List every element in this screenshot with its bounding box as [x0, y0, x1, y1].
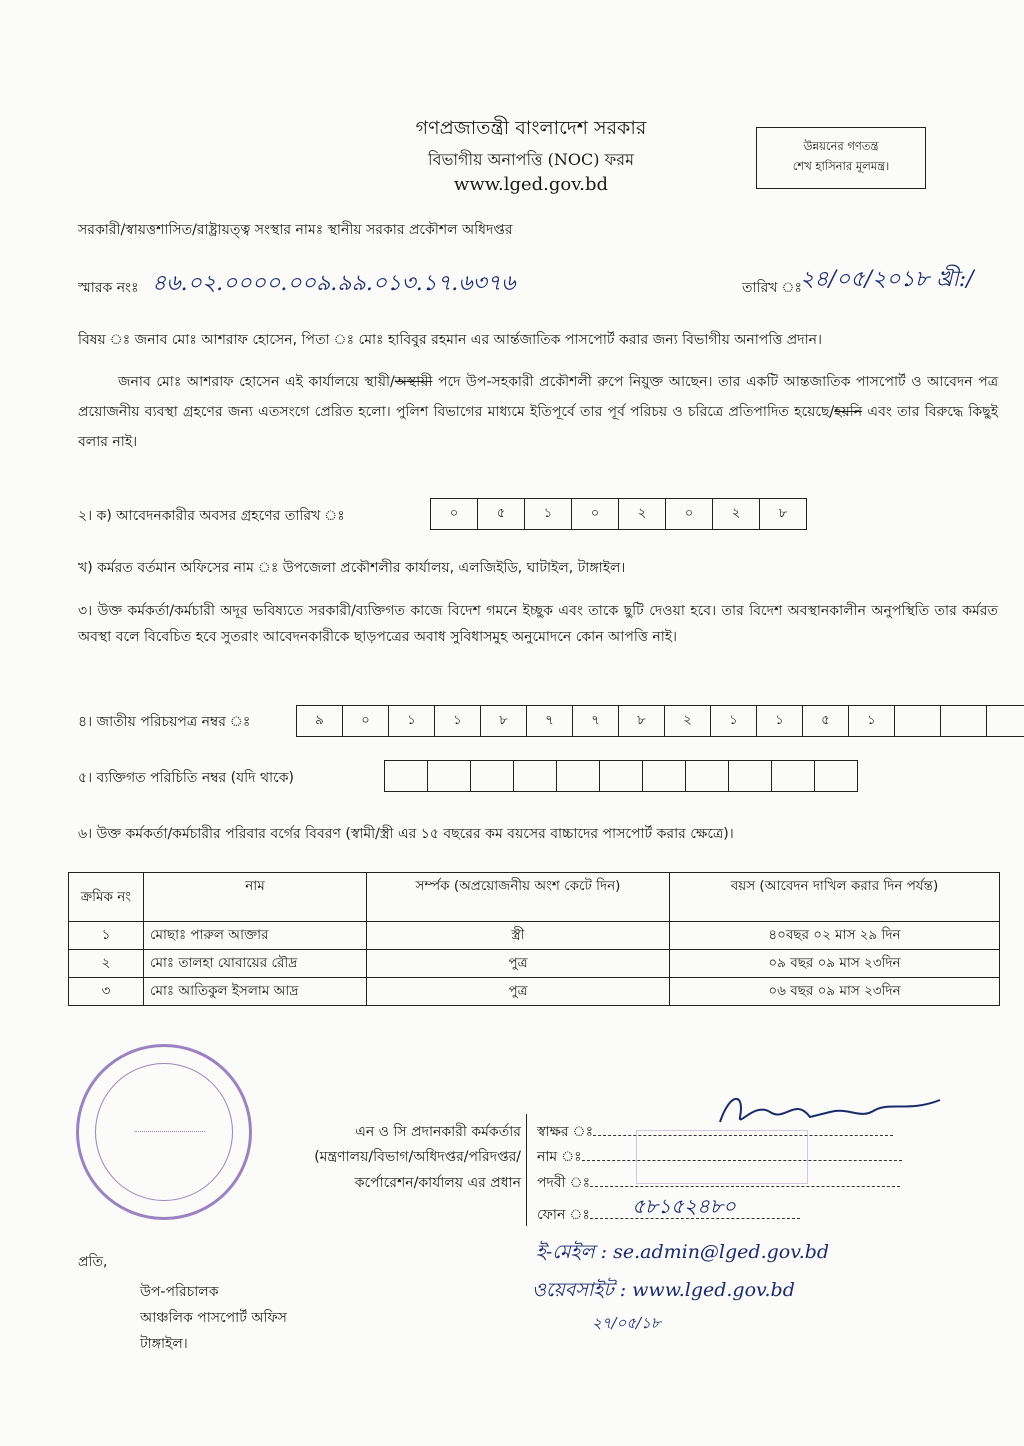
- family-table-header-row: [69, 873, 1000, 922]
- digit-box: ৮: [759, 498, 807, 530]
- age-cell: ০৯ বছর ০৯ মাস ২৩দিন: [670, 950, 1000, 978]
- digit-box: ২: [618, 498, 665, 530]
- nid-label: ৪। জাতীয় পরিচয়পত্র নম্বর ঃ: [78, 714, 251, 730]
- digit-box: ৫: [802, 705, 848, 737]
- family-table: [68, 872, 1000, 1006]
- col-relation: সর্ম্পক (অপ্রয়োজনীয় অংশ কেটে দিন): [367, 873, 670, 922]
- table-row: [69, 922, 1000, 950]
- government-title: গণপ্রজাতন্ত্রী বাংলাদেশ সরকার: [415, 117, 647, 139]
- digit-box: [599, 760, 642, 792]
- digit-box: [427, 760, 470, 792]
- body-text-2: পদে উপ-সহকারী প্রকৌশলী রুপে নিয়ুক্ত আছেন। তার একটি আন্তজাতিক পাসপোর্ট ও আবেদন পত্র প্রয়োজনীয় ব্যবস্থা গ্রহণের জন্য এতসংগে প্রেরিত হলো। পুলিশ বিভাগের মাধ্যমে ইতিপূর্বে তার পূর্ব পরিচয় ও চরিত্রে প্রতিপাদিত: [78, 374, 998, 420]
- relation-cell: পুত্র: [367, 950, 670, 978]
- slogan-line-1: উন্নয়নের গণতন্ত্র: [803, 139, 879, 153]
- website-header: www.lged.gov.bd: [453, 174, 609, 195]
- verified-option: হয়েছে: [794, 404, 830, 420]
- memo-label: স্মারক নংঃ: [78, 280, 139, 296]
- temporary-option-struck: অস্থায়ী: [394, 374, 433, 390]
- form-title: বিভাগীয় অনাপত্তি (NOC) ফরম: [428, 150, 634, 169]
- officer-name-stamp: [636, 1130, 808, 1184]
- digit-box: ০: [571, 498, 618, 530]
- digit-box: ৯: [296, 705, 342, 737]
- col-age: বয়স (আবেদন দাখিল করার দিন পর্যন্ত): [670, 873, 1000, 922]
- digit-box: [470, 760, 513, 792]
- permanent-option: স্থায়ী: [364, 374, 390, 390]
- digit-box: [384, 760, 427, 792]
- body-text-1: জনাব মোঃ আশরাফ হোসেন এই কার্যালয়ে: [118, 374, 365, 390]
- digit-box: ৮: [618, 705, 664, 737]
- recipient-line-3: টাঙ্গাইল।: [140, 1336, 188, 1352]
- body-paragraph: [78, 367, 998, 457]
- personal-id-boxes: [384, 760, 858, 792]
- digit-box: ৮: [480, 705, 526, 737]
- digit-box: [940, 705, 986, 737]
- designation-label: পদবী ঃ: [537, 1175, 591, 1191]
- digit-box: [685, 760, 728, 792]
- digit-box: ১: [710, 705, 756, 737]
- age-cell: ০৬ বছর ০৯ মাস ২৩দিন: [670, 978, 1000, 1006]
- serial-cell: ৩: [69, 978, 144, 1006]
- digit-box: ১: [524, 498, 571, 530]
- serial-cell: ১: [69, 922, 144, 950]
- office-seal-stamp: [76, 1044, 252, 1220]
- date-value: ২৪/০৫/২০১৮ খ্রী:/: [800, 267, 974, 292]
- col-name: নাম: [144, 873, 367, 922]
- retirement-date-label: ২। ক) আবেদনকারীর অবসর গ্রহণের তারিখ ঃ: [78, 508, 345, 524]
- digit-box: [894, 705, 940, 737]
- body-text-3: এবং তার বিরুদ্ধে কিছুই বলার নাই।: [78, 404, 998, 450]
- serial-cell: ২: [69, 950, 144, 978]
- recipient-to: প্রতি,: [78, 1254, 108, 1270]
- age-cell: ৪০বছর ০২ মাস ২৯ দিন: [670, 922, 1000, 950]
- table-row: [69, 950, 1000, 978]
- slogan-box: [756, 127, 926, 189]
- item3-paragraph: ৩। উক্ত কর্মকর্তা/কর্মচারী অদূর ভবিষ্যতে সরকারী/ব্যক্তিগত কাজে বিদেশ গমনে ইচ্ছুক এবং তাকে ছুটি দেওয়া হবে। তার বিদেশ অবস্থানকালীন অনুপস্থিতি তার কর্মরত অবস্থা বলে বিবেচিত হবে সুতরাং আবেদনকারীকে ছাড়পত্রের অবাধ সুবিধাসমুহ অনুমোদনে কোন আপত্তি নাই।: [78, 603, 999, 645]
- digit-box: ০: [665, 498, 712, 530]
- digit-box: ১: [848, 705, 894, 737]
- retirement-date-boxes: [430, 498, 807, 530]
- date-label: তারিখ ঃ: [742, 280, 802, 296]
- name-cell: মোছাঃ পারুল আক্তার: [144, 922, 367, 950]
- personal-id-label: ৫। ব্যক্তিগত পরিচিতি নম্বর (যদি থাকে): [78, 770, 294, 786]
- digit-box: ১: [434, 705, 480, 737]
- authority-line-1: এন ও সি প্রদানকারী কর্মকর্তার: [355, 1124, 521, 1140]
- signature-divider: [526, 1114, 527, 1226]
- subject-line: বিষয় ঃ জনাব মোঃ আশরাফ হোসেন, পিতা ঃ মোঃ হাবিবুর রহমান এর আর্ন্তজাতিক পাসপোর্ট করার জন্য বিভাগীয় অনাপত্তি প্রদান।: [78, 332, 823, 348]
- name-cell: মোঃ আতিকুল ইসলাম আদ্র: [144, 978, 367, 1006]
- digit-box: ২: [664, 705, 710, 737]
- phone-label: ফোন ঃ: [537, 1207, 590, 1223]
- office-name-line: খ) কর্মরত বর্তমান অফিসের নাম ঃ উপজেলা প্রকৌশলীর কার্যালয়, এলজিইডি, ঘাটাইল, টাঙ্গাইল।: [78, 560, 626, 576]
- digit-box: [556, 760, 599, 792]
- digit-box: ৭: [572, 705, 618, 737]
- signature-label: স্বাক্ষর ঃ: [537, 1124, 594, 1140]
- family-details-label: ৬। উক্ত কর্মকর্তা/কর্মচারীর পরিবার বর্গের বিবরণ (স্বামী/স্ত্রী এর ১৫ বছরের কম বয়সের বাচ্চাদের পাসপোর্ট করার ক্ষেত্রে)।: [78, 826, 734, 842]
- handwritten-date: ২৭/০৫/১৮: [592, 1314, 661, 1332]
- digit-box: [814, 760, 858, 792]
- digit-box: ০: [342, 705, 388, 737]
- relation-cell: স্ত্রী: [367, 922, 670, 950]
- digit-box: ৫: [477, 498, 524, 530]
- nid-boxes: [296, 705, 1024, 737]
- organization-line: সরকারী/স্বায়ত্তশাসিত/রাষ্ট্রায়ত্ত্ব সংস্থার নামঃ স্থানীয় সরকার প্রকৌশল অধিদপ্তর: [78, 222, 513, 238]
- recipient-line-2: আঞ্চলিক পাসপোর্ট অফিস: [140, 1310, 287, 1326]
- slogan-line-2: শেখ হাসিনার মূলমন্ত্র।: [792, 159, 890, 173]
- not-verified-option-struck: হয়নি: [834, 404, 863, 420]
- digit-box: [728, 760, 771, 792]
- digit-box: ০: [430, 498, 477, 530]
- authority-line-2: (মন্ত্রণালয়/বিভাগ/অধিদপ্তর/পরিদপ্তর/: [314, 1149, 521, 1165]
- option-separator: /: [389, 374, 395, 390]
- digit-box: ৭: [526, 705, 572, 737]
- option-separator-2: /: [829, 404, 835, 420]
- recipient-line-1: উপ-পরিচালক: [140, 1284, 219, 1300]
- table-row: [69, 978, 1000, 1006]
- col-serial: ক্রমিক নং: [69, 873, 144, 922]
- digit-box: ১: [388, 705, 434, 737]
- digit-box: [513, 760, 556, 792]
- digit-box: ২: [712, 498, 759, 530]
- memo-number: ৪৬.০২.০০০০.০০৯.৯৯.০১৩.১৭.৬৩৭৬: [152, 271, 516, 296]
- handwritten-email: ই-মেইল : se.admin@lged.gov.bd: [536, 1241, 830, 1263]
- name-label: নাম ঃ: [537, 1149, 582, 1165]
- name-cell: মোঃ তালহা যোবায়ের রৌদ্র: [144, 950, 367, 978]
- digit-box: [642, 760, 685, 792]
- handwritten-website: ওয়েবসাইট : www.lged.gov.bd: [532, 1279, 795, 1301]
- relation-cell: পুত্র: [367, 978, 670, 1006]
- digit-box: ১: [756, 705, 802, 737]
- phone-value: ৫৮১৫২৪৮০: [632, 1194, 736, 1218]
- digit-box: [771, 760, 814, 792]
- digit-box: [986, 705, 1024, 737]
- authority-line-3: কর্পোরেশন/কার্যালয় এর প্রধান: [354, 1175, 521, 1191]
